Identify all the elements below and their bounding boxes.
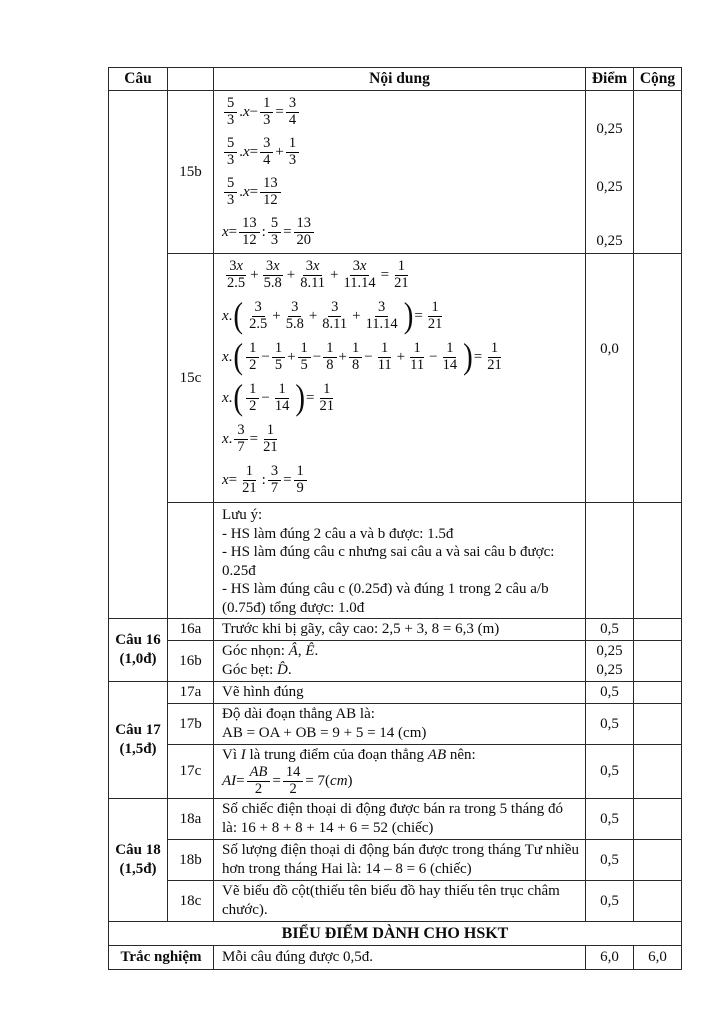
row-summary: [109, 946, 682, 970]
group-points: (1,5đ): [119, 741, 157, 758]
header-cell-cong: Cộng: [634, 68, 682, 91]
row-17b: [109, 704, 682, 745]
cell-q17-group: [109, 682, 168, 799]
note-line: Lưu ý:: [222, 507, 263, 523]
cell-total-17c: [634, 745, 682, 799]
grading-rubric-table: [108, 67, 682, 970]
cell-content-17b: [214, 704, 586, 745]
row-18b: [109, 840, 682, 881]
group-label: Câu 17: [115, 722, 161, 739]
header-row: [109, 68, 682, 91]
cell-q15-group: [109, 91, 168, 619]
note-line: - HS làm đúng 2 câu a và b được: 1.5đ: [222, 525, 454, 542]
cell-content-17a: Vẽ hình đúng: [214, 682, 586, 704]
answer-line: Vì I là trung điểm của đoạn thẳng AB nên:: [222, 747, 476, 763]
cell-label-17b: 17b: [168, 704, 214, 745]
cell-label-18c: 18c: [168, 881, 214, 922]
row-15b: [109, 91, 682, 254]
cell-q18-group: [109, 799, 168, 922]
row-18a: [109, 799, 682, 840]
formula-line: x = $\frac{1}{21}$ : $\frac{3}{7}$ = $\frac{1}{9}$: [222, 460, 581, 501]
row-18c: [109, 881, 682, 922]
cell-points-18a: 0,5: [586, 799, 634, 840]
row-17a: [109, 682, 682, 704]
points-value: 0,25: [596, 121, 623, 137]
row-15c: [109, 254, 682, 503]
cell-summary-label: Trắc nghiệm: [109, 946, 214, 970]
row-note: [109, 503, 682, 619]
cell-label-18b: 18b: [168, 840, 214, 881]
answer-line: Độ dài đoạn thẳng AB là:: [222, 706, 375, 722]
header-cell-diem: Điểm: [586, 68, 634, 91]
cell-total-18b: [634, 840, 682, 881]
cell-points-17b: 0,5: [586, 704, 634, 745]
formula-line: $\frac{5}{3}$ . x = $\frac{13}{12}$: [222, 172, 581, 212]
cell-total-15c: [634, 254, 682, 503]
row-17c: [109, 745, 682, 799]
formula-line: x . ( $\frac{1}{2}$ − $\frac{1}{5}$ + $\frac{1}{5}$ − $\frac{1}{8}$ + $\frac{1}{8}$ − $\frac{1}{11}$ + $\frac{1}{11}$ − $\frac{1}{14}$ ) = $\frac{1}{21}$: [222, 336, 502, 377]
row-hskt-title: [109, 922, 682, 946]
note-line: - HS làm đúng câu c (0.25đ) và đúng 1 trong 2 câu a/b (0.75đ) tổng được: 1.0đ: [222, 581, 549, 616]
points-value: 0,0: [600, 340, 619, 357]
cell-total-18c: [634, 881, 682, 922]
cell-content-18b: Số lượng điện thoại di động bán được trong tháng Tư nhiều hơn trong tháng Hai là: 14 – 8 = 6 (chiếc): [214, 840, 586, 881]
cell-points-18c: 0,5: [586, 881, 634, 922]
answer-line: Góc bẹt: D̂.: [222, 662, 292, 678]
group-points: (1,0đ): [119, 651, 157, 667]
cell-content-18a: Số chiếc điện thoại di động được bán ra trong 5 tháng đó là: 16 + 8 + 8 + 14 + 6 = 52 (chiếc): [214, 799, 586, 840]
hskt-title: BIỂU ĐIỂM DÀNH CHO HSKT: [109, 922, 682, 946]
cell-sub-note: [168, 503, 214, 619]
cell-q16-group: [109, 619, 168, 682]
answer-line: Góc nhọn: Â, Ê.: [222, 643, 319, 659]
cell-total-15b: [634, 91, 682, 254]
cell-points-18b: 0,5: [586, 840, 634, 881]
cell-content-16a: Trước khi bị gãy, cây cao: 2,5 + 3, 8 = 6,3 (m): [214, 619, 586, 641]
points-value: 0,25: [596, 179, 623, 195]
cell-points-17c: 0,5: [586, 745, 634, 799]
cell-label-17a: 17a: [168, 682, 214, 704]
header-cell-sub: [168, 68, 214, 91]
formula-line: x . ( $\frac{1}{2}$ − $\frac{1}{14}$ ) = $\frac{1}{21}$: [222, 377, 334, 418]
header-cell-noidung: Nội dung: [214, 68, 586, 91]
cell-summary-cong: 6,0: [634, 946, 682, 970]
cell-total-17a: [634, 682, 682, 704]
cell-total-18a: [634, 799, 682, 840]
cell-points-17a: 0,5: [586, 682, 634, 704]
cell-points-15b: [586, 91, 634, 254]
formula-line: $\frac{5}{3}$ . x = $\frac{3}{4}$ + $\frac{1}{3}$: [222, 132, 581, 172]
cell-points-note: [586, 503, 634, 619]
formula-line: $\frac{3x}{2.5}$ + $\frac{3x}{5.8}$ + $\frac{3x}{8.11}$ + $\frac{3x}{11.14}$ = $\frac{1}{21}$: [227, 258, 409, 291]
cell-content-16b: [214, 641, 586, 682]
cell-summary-diem: 6,0: [586, 946, 634, 970]
row-16b: [109, 641, 682, 682]
group-label: Câu 16: [115, 632, 161, 648]
group-points: (1,5đ): [119, 861, 157, 878]
cell-points-16b: [586, 641, 634, 682]
cell-label-16a: 16a: [168, 619, 214, 641]
cell-total-16a: [634, 619, 682, 641]
points-value: 0,25: [596, 662, 623, 678]
cell-label-17c: 17c: [168, 745, 214, 799]
cell-label-15c: 15c: [168, 254, 214, 503]
cell-points-16a: 0,5: [586, 619, 634, 641]
header-cell-cau: Câu: [109, 68, 168, 91]
cell-summary-text: Mỗi câu đúng được 0,5đ.: [214, 946, 586, 970]
cell-total-17b: [634, 704, 682, 745]
cell-content-note: [214, 503, 586, 619]
cell-total-16b: [634, 641, 682, 682]
cell-label-18a: 18a: [168, 799, 214, 840]
formula-line: $\frac{5}{3}$ . x − $\frac{1}{3}$ = $\frac{3}{4}$: [222, 92, 581, 132]
cell-content-15b: [214, 91, 586, 254]
group-label: Câu 18: [115, 842, 161, 859]
cell-total-note: [634, 503, 682, 619]
cell-content-18c: Vẽ biểu đồ cột(thiếu tên biểu đồ hay thiếu tên trục châm chước).: [214, 881, 586, 922]
formula-line: x = $\frac{13}{12}$ : $\frac{5}{3}$ = $\frac{13}{20}$: [222, 212, 581, 252]
cell-content-17c: [214, 745, 586, 799]
cell-label-15b: 15b: [168, 91, 214, 254]
formula-line: AI = $\frac{AB}{2}$ = $\frac{14}{2}$ = 7( cm ): [222, 764, 353, 797]
note-line: - HS làm đúng câu c nhưng sai câu a và sai câu b được: 0.25đ: [222, 544, 555, 579]
formula-line: x . ( $\frac{3}{2.5}$ + $\frac{3}{5.8}$ + $\frac{3}{8.11}$ + $\frac{3}{11.14}$ ) = $\frac{1}{21}$: [222, 295, 443, 336]
row-16a: [109, 619, 682, 641]
cell-points-15c: [586, 254, 634, 503]
formula-line: x . $\frac{3}{7}$ = $\frac{1}{21}$: [222, 422, 278, 455]
cell-label-16b: 16b: [168, 641, 214, 682]
points-value: 0,25: [596, 643, 623, 659]
points-value: 0,25: [596, 233, 623, 249]
cell-content-15c: [214, 254, 586, 503]
answer-line: AB = OA + OB = 9 + 5 = 14 (cm): [222, 725, 427, 741]
